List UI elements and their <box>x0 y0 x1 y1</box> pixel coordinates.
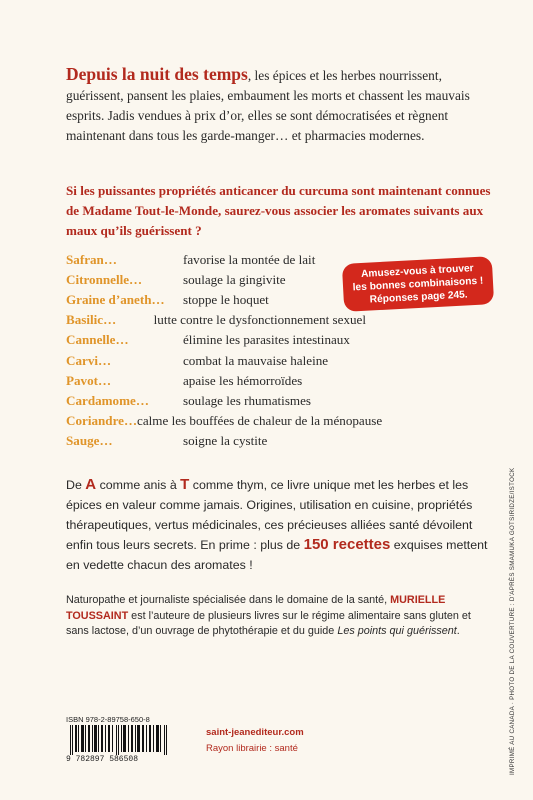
barcode-digits: 9 782897 586508 <box>66 755 139 764</box>
recipes-count: 150 recettes <box>303 536 391 554</box>
spice-effect: favorise la montée de lait <box>183 252 316 268</box>
spice-effect: apaise les hémorroïdes <box>183 372 303 388</box>
spice-name: Pavot… <box>66 372 112 388</box>
quiz-row <box>66 350 366 370</box>
badge-line: les bonnes combinaisons ! <box>352 275 484 294</box>
quiz-row <box>66 250 366 270</box>
barcode <box>66 715 170 765</box>
spice-effect: calme les bouffées de chaleur de la ménopause <box>137 412 383 428</box>
description-text: comme thym, ce livre unique met les herbes et les épices en valeur comme jamais. Origines, utilisation en cuisine, propriétés thérapeutiques, vertus médicinales, ces précieuses alliées santé dévoilent enfin tous leurs secrets. En prime : plus de <box>66 478 473 553</box>
spice-name: Carvi… <box>66 352 112 368</box>
spice-effect: combat la mauvaise haleine <box>183 352 329 368</box>
barcode-bars <box>70 725 170 755</box>
bio-text: . <box>456 625 460 637</box>
badge-line: Réponses page 245. <box>369 289 468 306</box>
spice-name: Safran… <box>66 252 117 268</box>
description-text: exquises mettent en vedette chacun des aromates ! <box>66 538 488 573</box>
quiz-row <box>66 391 366 411</box>
book-title: Les points qui guérissent <box>337 625 457 637</box>
spice-effect: soulage les rhumatismes <box>183 392 312 408</box>
quiz-row <box>66 371 366 391</box>
shelf-category: Rayon librairie : santé <box>206 743 298 754</box>
quiz-row <box>66 270 366 290</box>
spice-name: Citronnelle… <box>66 272 143 288</box>
description-text: De <box>66 478 86 492</box>
intro-text: , les épices et les herbes nourrissent, guérissent, pansent les plaies, embaument les morts et chassent les mauvais esprits. Jadis vendues à prix d’or, elles se sont démocratisées et règnent maintenant dans tous les garde-manger… et pharmacies modernes. <box>66 68 470 143</box>
publisher-website: saint-jeanediteur.com <box>206 727 304 738</box>
spice-name: Graine d’aneth… <box>66 292 165 308</box>
quiz-question: Si les puissantes propriétés anticancer du curcuma sont maintenant connues de Madame Tout-le-Monde, saurez-vous associer les aromates suivants aux maux qu’ils guérissent ? <box>66 183 491 238</box>
spice-name: Basilic… <box>66 312 117 328</box>
quiz-row <box>66 330 366 350</box>
quiz-row <box>66 411 383 431</box>
quiz-row <box>66 290 366 310</box>
credits-vertical: IMPRIMÉ AU CANADA · PHOTO DE LA COUVERTURE : D’APRÈS SMAMUKA GOTSIRIDZE/ISTOCK <box>509 467 516 775</box>
intro-paragraph <box>66 64 494 146</box>
spice-name: Sauge… <box>66 432 113 448</box>
book-description <box>66 475 498 576</box>
description-text: comme anis à <box>96 478 181 492</box>
spice-effect: soulage la gingivite <box>183 272 286 288</box>
spice-name: Coriandre… <box>66 412 138 428</box>
spice-name: Cannelle… <box>66 332 129 348</box>
quiz-row <box>66 310 366 330</box>
letter-t: T <box>180 476 190 493</box>
spice-effect: soigne la cystite <box>183 432 268 448</box>
bio-text: est l’auteure de plusieurs livres sur le régime alimentaire sans gluten et sans lactose, d’un ouvrage de phytothérapie et du guide <box>66 609 471 637</box>
bio-text: Naturopathe et journaliste spécialisée dans le domaine de la santé, <box>66 594 391 606</box>
spice-effect: lutte contre le dysfonctionnement sexuel <box>153 312 366 328</box>
badge-line: Amusez-vous à trouver <box>360 263 474 280</box>
author-name: MURIELLE TOUSSAINT <box>66 594 446 622</box>
quiz-row <box>66 431 366 451</box>
letter-a: A <box>85 476 97 493</box>
publisher-info <box>206 725 304 757</box>
isbn-label: ISBN 978-2-89758-650-8 <box>66 715 150 724</box>
spice-effect: stoppe le hoquet <box>183 292 269 308</box>
intro-lead: Depuis la nuit des temps <box>66 64 248 84</box>
quiz-list <box>66 250 383 451</box>
spice-name: Cardamome… <box>66 392 149 408</box>
spice-effect: élimine les parasites intestinaux <box>183 332 350 348</box>
answers-badge <box>342 256 494 312</box>
author-bio <box>66 593 496 640</box>
